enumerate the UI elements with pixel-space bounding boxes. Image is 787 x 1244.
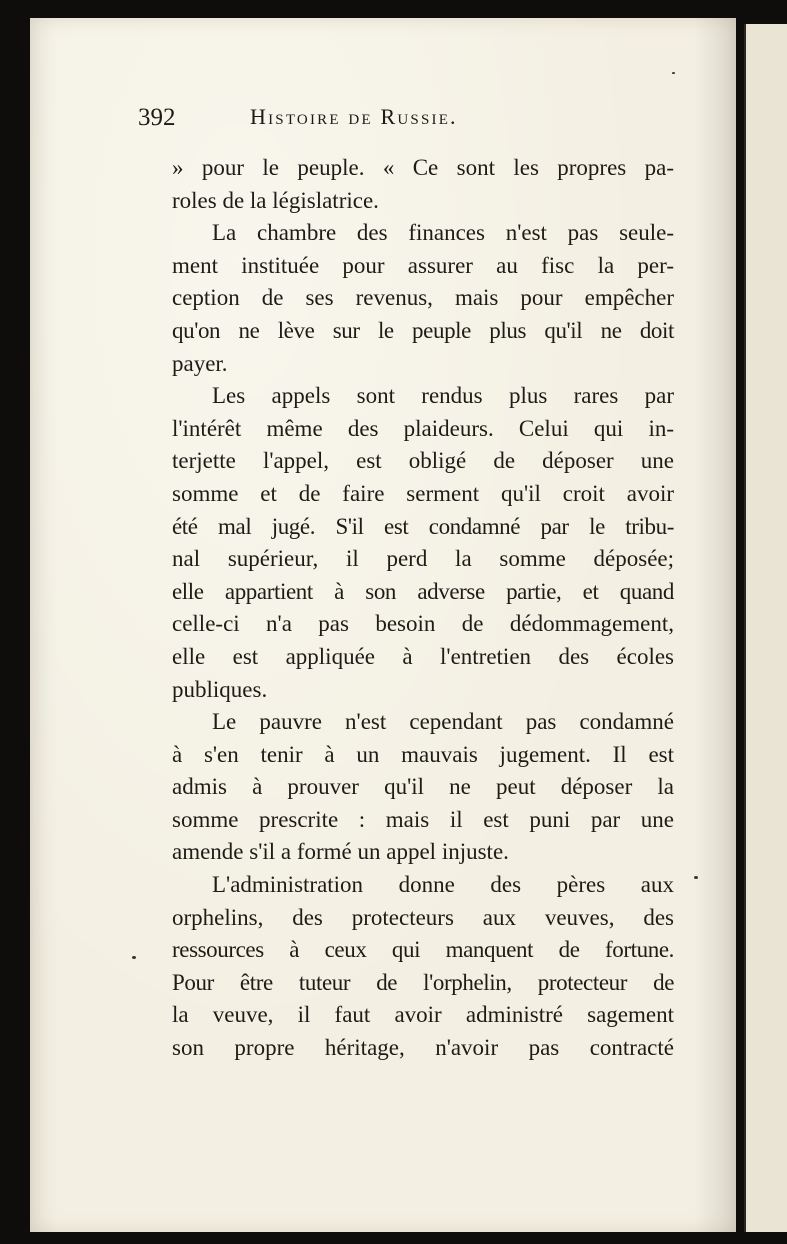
text-line: ment instituée pour assurer au fisc la per- [172,252,674,278]
text-line: Les appels sont rendus plus rares par [212,383,674,409]
text-line: ressources à ceux qui manquent de fortune. [172,937,674,963]
text-line: ception de ses revenus, mais pour empêcher [172,285,674,311]
text-line: somme prescrite : mais il est puni par une [172,806,674,832]
text-line: orphelins, des protecteurs aux veuves, des [172,904,674,930]
text-line: somme et de faire serment qu'il croit avoir [172,480,674,506]
page-number: 392 [138,104,176,131]
text-line: à s'en tenir à un mauvais jugement. Il est [172,741,674,767]
text-line: elle appartient à son adverse partie, et quand [172,578,674,604]
running-head [138,104,586,140]
body-text [172,152,674,1065]
text-line: nal supérieur, il perd la somme déposée; [172,546,674,572]
text-line: admis à prouver qu'il ne peut déposer la [172,774,674,800]
adjacent-page-edge [744,24,787,1232]
text-line: L'administration donne des pères aux [212,872,674,898]
text-line: Pour être tuteur de l'orphelin, protecteur de [172,969,674,995]
text-line: publiques. [172,676,268,702]
text-line: roles de la législatrice. [172,187,379,213]
text-line: l'intérêt même des plaideurs. Celui qui in- [172,415,674,441]
text-line: » pour le peuple. « Ce sont les propres pa- [172,155,674,180]
text-line: payer. [172,350,228,376]
text-line: la veuve, il faut avoir administré sagement [172,1002,674,1028]
ink-speck [672,72,675,74]
ink-speck [694,876,698,879]
text-line: celle-ci n'a pas besoin de dédommagement, [172,611,674,637]
ink-speck [132,956,136,959]
text-line: son propre héritage, n'avoir pas contracté [172,1035,674,1061]
text-line: été mal jugé. S'il est condamné par le tribu- [172,513,674,539]
text-line: Le pauvre n'est cependant pas condamné [212,709,674,735]
text-line: terjette l'appel, est obligé de déposer une [172,448,674,474]
text-line: amende s'il a formé un appel injuste. [172,839,509,865]
running-title: Histoire de Russie. [250,104,458,129]
text-line: La chambre des finances n'est pas seule- [212,220,674,246]
text-line: qu'on ne lève sur le peuple plus qu'il ne doit [172,317,674,343]
text-line: elle est appliquée à l'entretien des écoles [172,643,674,669]
